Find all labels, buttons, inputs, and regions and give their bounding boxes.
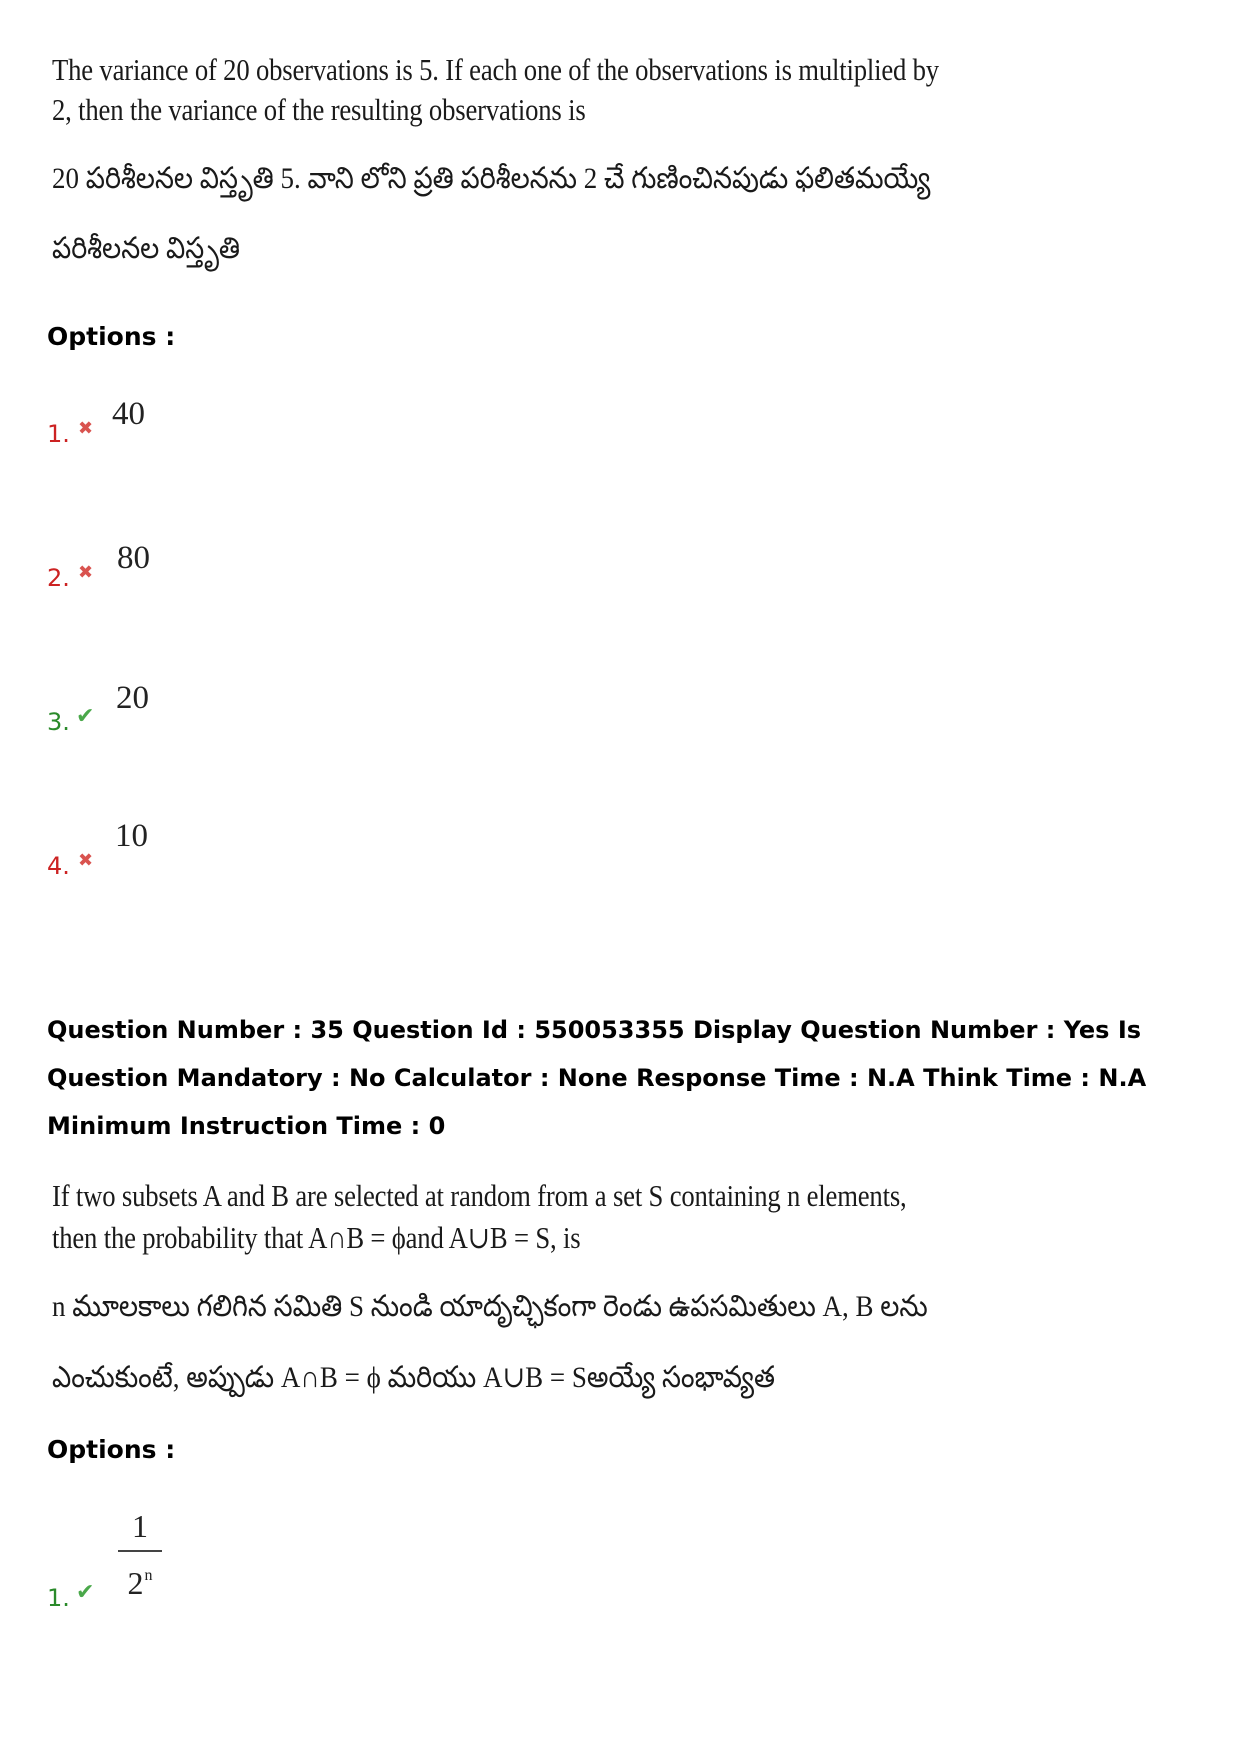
option-2-number: 2.	[47, 564, 70, 592]
cross-icon: ✖	[78, 418, 94, 439]
option-1-number: 1.	[47, 1584, 70, 1612]
cross-icon: ✖	[78, 850, 94, 871]
options-heading: Options :	[47, 1435, 176, 1464]
denominator-base: 2	[127, 1565, 144, 1601]
cross-icon: ✖	[78, 562, 94, 583]
options-heading: Options :	[47, 322, 176, 351]
fraction-numerator: 1	[132, 1508, 148, 1544]
option-4-value[interactable]: 10	[115, 818, 148, 854]
denominator-exponent: n	[144, 1567, 153, 1584]
option-1-number: 1.	[47, 420, 70, 448]
question-text-te-line1: n మూలకాలు గలిగిన సమితి S నుండి యాదృచ్ఛికంగా రెండు ఉపసమితులు A, B లను	[52, 1290, 928, 1323]
option-3-number: 3.	[47, 708, 70, 736]
fraction-bar	[118, 1550, 162, 1552]
option-4-number: 4.	[47, 852, 70, 880]
question-text-te-line2: ఎంచుకుంటే, అప్పుడు A∩B = ϕ మరియు A∪B = Sఅయ్యే సంభావ్యత	[52, 1361, 776, 1394]
question-text-en-line2: then the probability that A∩B = ϕand A∪B = S, is	[52, 1220, 581, 1255]
check-icon: ✔	[76, 704, 95, 729]
option-3-value[interactable]: 20	[116, 680, 149, 716]
question-35-metadata: Question Number : 35 Question Id : 550053355 Display Question Number : Yes Is Question Mandatory : No Calculator : None Response Time : N.A Think Time : N.A Minimum Instruction Time : 0	[47, 1016, 1147, 1140]
question-text-en-line2: 2, then the variance of the resulting observations is	[52, 92, 586, 127]
fraction-denominator	[118, 1560, 162, 1599]
question-35-image	[52, 1178, 952, 1428]
question-text-te-line1: 20 పరిశీలనల విస్తృతి 5. వాని లోని ప్రతి పరిశీలనను 2 చే గుణించినపుడు ఫలితమయ్యే	[52, 162, 931, 195]
question-text-en-line1: If two subsets A and B are selected at random from a set S containing n elements,	[52, 1178, 907, 1213]
question-34-image	[52, 52, 952, 292]
question-text-te-line2: పరిశీలనల విస్తృతి	[52, 232, 240, 265]
option-1-value[interactable]: 40	[112, 396, 145, 432]
option-2-value[interactable]: 80	[117, 540, 150, 576]
check-icon: ✔	[76, 1580, 95, 1605]
question-text-en-line1: The variance of 20 observations is 5. If each one of the observations is multiplied by	[52, 52, 939, 87]
option-1-value[interactable]	[118, 1508, 162, 1599]
